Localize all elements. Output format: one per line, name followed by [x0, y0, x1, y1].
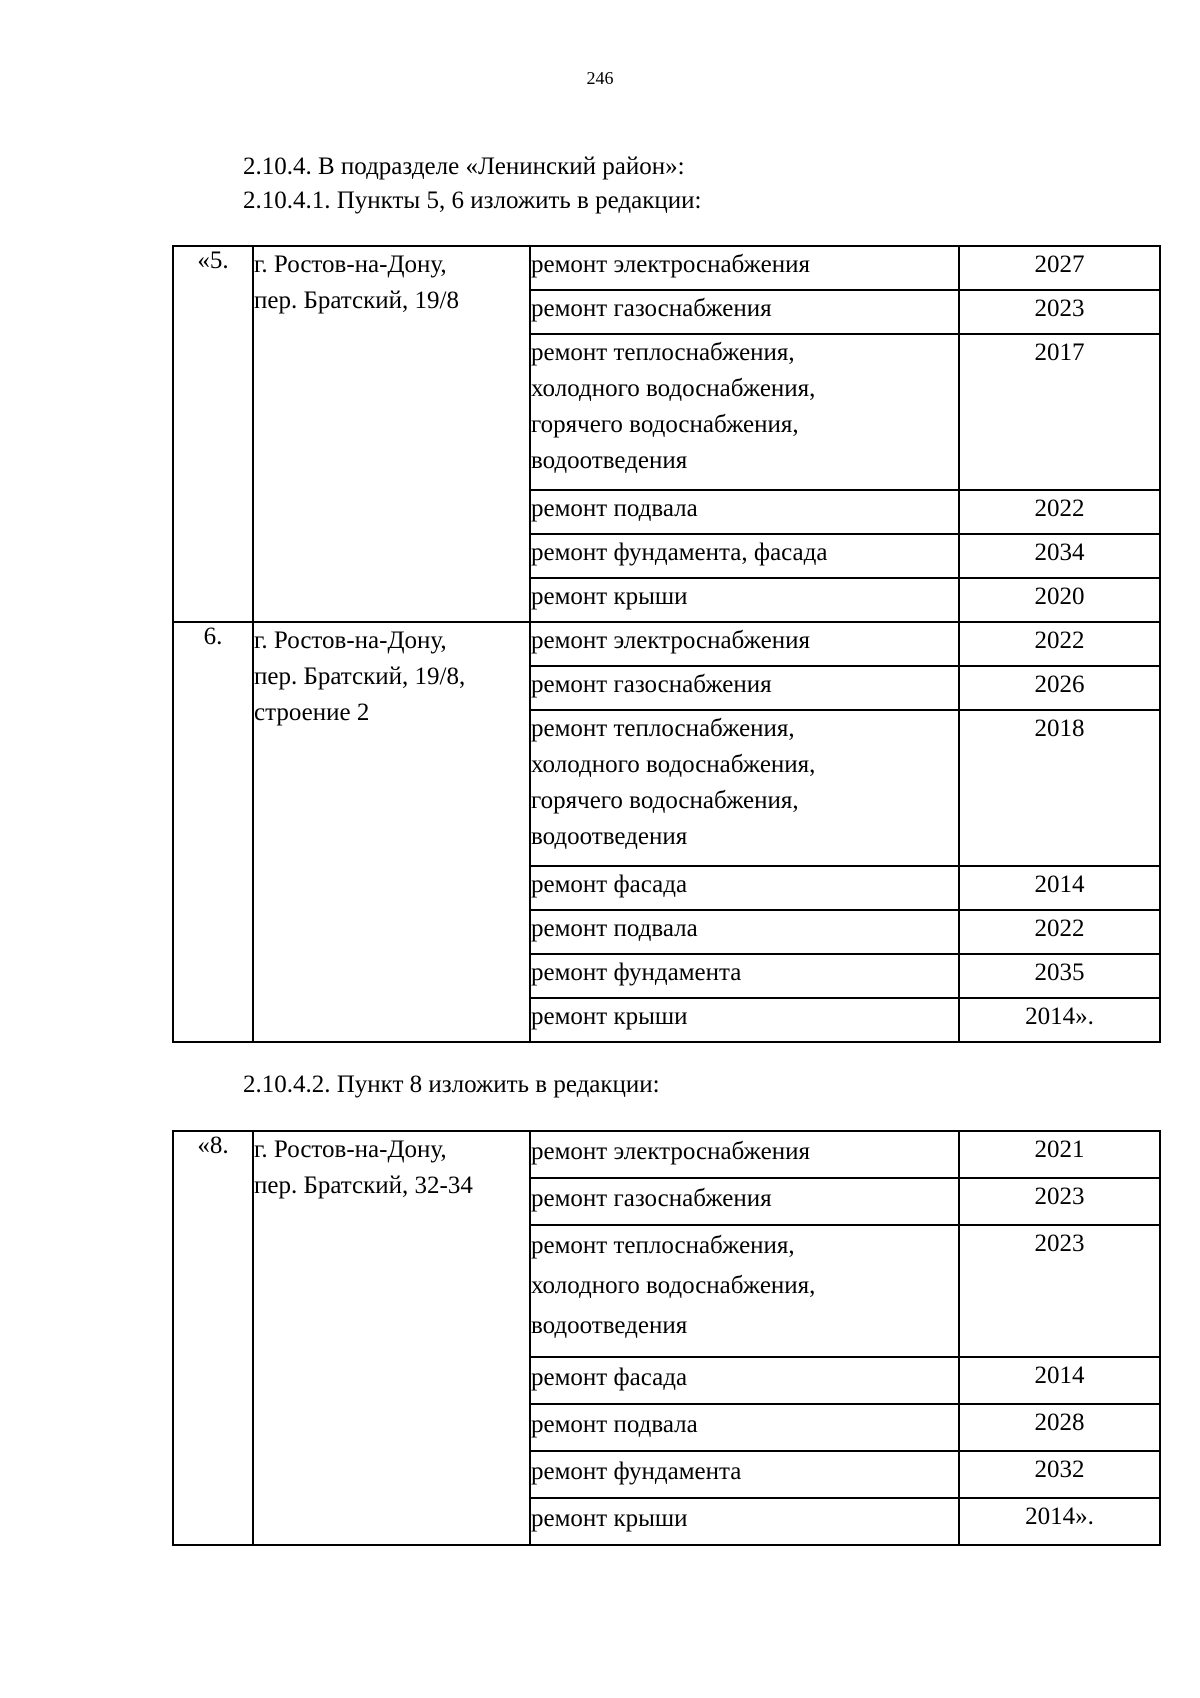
year-cell: 2022	[959, 490, 1160, 534]
work-type-cell	[530, 1451, 959, 1498]
year-cell: 2022	[959, 910, 1160, 954]
work-type-line: ремонт газоснабжения	[531, 295, 772, 322]
year-cell: 2021	[959, 1131, 1160, 1178]
work-type-cell	[530, 1404, 959, 1451]
paragraph-item-8: 2.10.4.2. Пункт 8 изложить в редакции:	[243, 1071, 660, 1098]
item-number: «8.	[173, 1131, 253, 1545]
work-type-cell	[530, 622, 959, 666]
year-cell: 2028	[959, 1404, 1160, 1451]
work-type-line: ремонт крыши	[531, 1505, 688, 1532]
work-type-line: ремонт фундамента	[531, 959, 742, 986]
work-type-line: ремонт теплоснабжения,	[531, 1232, 795, 1259]
work-type-line: ремонт подвала	[531, 915, 698, 942]
table-row	[173, 1131, 1160, 1178]
work-type-line: водоотведения	[531, 823, 688, 850]
work-type-cell	[530, 1178, 959, 1225]
work-type-line: ремонт подвала	[531, 495, 698, 522]
year-cell: 2022	[959, 622, 1160, 666]
work-type-line: ремонт электроснабжения	[531, 251, 810, 278]
year-cell: 2023	[959, 1225, 1160, 1357]
work-type-cell	[530, 866, 959, 910]
paragraph-items-5-6: 2.10.4.1. Пункты 5, 6 изложить в редакции:	[243, 187, 702, 214]
work-type-line: ремонт электроснабжения	[531, 1138, 810, 1165]
work-type-line: горячего водоснабжения,	[531, 787, 799, 814]
work-type-line: холодного водоснабжения,	[531, 751, 816, 778]
address-cell	[253, 622, 530, 1042]
item-number: «5.	[173, 246, 253, 622]
work-type-line: холодного водоснабжения,	[531, 375, 816, 402]
work-type-cell	[530, 1498, 959, 1545]
work-type-cell	[530, 998, 959, 1042]
table-row	[173, 246, 1160, 290]
work-type-cell	[530, 246, 959, 290]
repair-schedule-table-2	[172, 1130, 1161, 1546]
work-type-line: ремонт фундамента	[531, 1458, 742, 1485]
work-type-line: горячего водоснабжения,	[531, 411, 799, 438]
work-type-cell	[530, 910, 959, 954]
year-cell: 2023	[959, 290, 1160, 334]
year-cell: 2032	[959, 1451, 1160, 1498]
table-body	[173, 1131, 1160, 1545]
address-line: строение 2	[254, 699, 370, 726]
address-line: г. Ростов-на-Дону,	[254, 627, 447, 654]
year-cell: 2020	[959, 578, 1160, 622]
year-cell: 2017	[959, 334, 1160, 490]
address-cell	[253, 246, 530, 622]
work-type-cell	[530, 578, 959, 622]
address-line: г. Ростов-на-Дону,	[254, 251, 447, 278]
work-type-line: ремонт теплоснабжения,	[531, 715, 795, 742]
work-type-cell	[530, 1225, 959, 1357]
work-type-line: ремонт крыши	[531, 1003, 688, 1030]
work-type-line: ремонт газоснабжения	[531, 1185, 772, 1212]
work-type-line: ремонт фундамента, фасада	[531, 539, 828, 566]
table-row	[173, 622, 1160, 666]
year-cell: 2034	[959, 534, 1160, 578]
year-cell: 2014	[959, 866, 1160, 910]
work-type-line: ремонт фасада	[531, 871, 688, 898]
address-line: пер. Братский, 32-34	[254, 1172, 473, 1199]
year-cell: 2014».	[959, 1498, 1160, 1545]
work-type-cell	[530, 334, 959, 490]
page-number: 246	[586, 68, 614, 88]
table-body	[173, 246, 1160, 1042]
work-type-cell	[530, 534, 959, 578]
year-cell: 2027	[959, 246, 1160, 290]
work-type-cell	[530, 710, 959, 866]
work-type-line: ремонт фасада	[531, 1364, 688, 1391]
work-type-line: водоотведения	[531, 447, 688, 474]
address-line: г. Ростов-на-Дону,	[254, 1136, 447, 1163]
work-type-cell	[530, 954, 959, 998]
work-type-line: холодного водоснабжения,	[531, 1272, 816, 1299]
work-type-line: ремонт газоснабжения	[531, 671, 772, 698]
work-type-cell	[530, 290, 959, 334]
work-type-cell	[530, 1357, 959, 1404]
work-type-line: ремонт крыши	[531, 583, 688, 610]
address-line: пер. Братский, 19/8,	[254, 663, 466, 690]
work-type-cell	[530, 666, 959, 710]
item-number: 6.	[173, 622, 253, 1042]
year-cell: 2014	[959, 1357, 1160, 1404]
work-type-line: водоотведения	[531, 1312, 688, 1339]
work-type-line: ремонт теплоснабжения,	[531, 339, 795, 366]
year-cell: 2018	[959, 710, 1160, 866]
address-cell	[253, 1131, 530, 1545]
work-type-cell	[530, 1131, 959, 1178]
work-type-line: ремонт подвала	[531, 1411, 698, 1438]
paragraph-subsection-heading: 2.10.4. В подразделе «Ленинский район»:	[243, 153, 685, 180]
year-cell: 2026	[959, 666, 1160, 710]
address-line: пер. Братский, 19/8	[254, 287, 459, 314]
year-cell: 2014».	[959, 998, 1160, 1042]
work-type-cell	[530, 490, 959, 534]
year-cell: 2023	[959, 1178, 1160, 1225]
year-cell: 2035	[959, 954, 1160, 998]
repair-schedule-table-1	[172, 245, 1161, 1043]
work-type-line: ремонт электроснабжения	[531, 627, 810, 654]
